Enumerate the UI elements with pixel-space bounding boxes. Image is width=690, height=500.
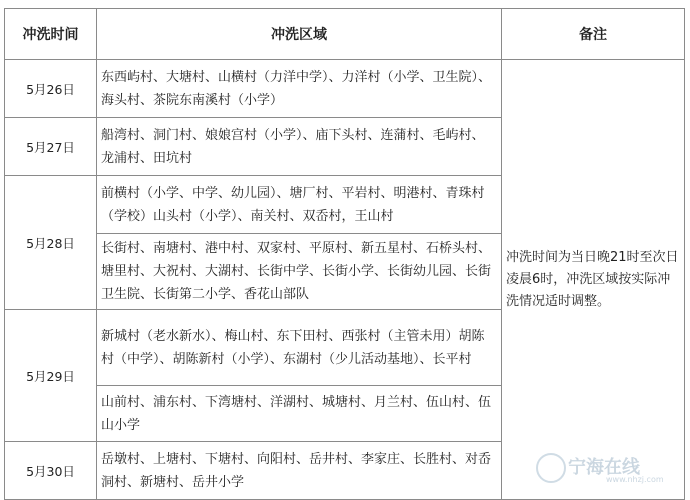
header-time: 冲洗时间 (5, 9, 97, 60)
area-cell: 岳墩村、上塘村、下塘村、向阳村、岳井村、李家庄、长胜村、对岙洞村、新塘村、岳井小学 (97, 442, 502, 500)
table-row (5, 60, 685, 118)
date-cell: 5月30日 (5, 442, 97, 500)
area-cell: 山前村、浦东村、下湾塘村、洋湖村、城塘村、月兰村、伍山村、伍山小学 (97, 386, 502, 442)
watermark (536, 449, 676, 489)
date-cell: 5月27日 (5, 118, 97, 176)
watermark-logo-icon (536, 453, 566, 483)
area-cell: 新城村（老水新水）、梅山村、东下田村、西张村（主管未用）胡陈村（中学）、胡陈新村（小学）、东湖村（少儿活动基地）、长平村 (97, 310, 502, 386)
date-cell: 5月29日 (5, 310, 97, 442)
watermark-url: www.nhzj.com (606, 475, 664, 484)
area-cell: 长街村、南塘村、港中村、双家村、平原村、新五星村、石桥头村、塘里村、大祝村、大湖村、长街中学、长街小学、长街幼儿园、长街卫生院、长街第二小学、香花山部队 (97, 234, 502, 310)
watermark-name: 宁海在线 (568, 457, 640, 478)
note-cell: 冲洗时间为当日晚21时至次日凌晨6时，冲洗区域按实际冲洗情况适时调整。 (502, 60, 685, 500)
flushing-schedule-table (4, 8, 685, 500)
area-cell: 前横村（小学、中学、幼儿园）、塘厂村、平岩村、明港村、青珠村（学校）山头村（小学）、南关村、双岙村，王山村 (97, 176, 502, 234)
date-cell: 5月26日 (5, 60, 97, 118)
header-note: 备注 (502, 9, 685, 60)
area-cell: 船湾村、洞门村、娘娘宫村（小学）、庙下头村、连蒲村、毛屿村、龙浦村、田坑村 (97, 118, 502, 176)
table-header-row (5, 9, 685, 60)
area-cell: 东西屿村、大塘村、山横村（力洋中学）、力洋村（小学、卫生院）、海头村、茶院东南溪村（小学） (97, 60, 502, 118)
date-cell: 5月28日 (5, 176, 97, 310)
header-area: 冲洗区域 (97, 9, 502, 60)
